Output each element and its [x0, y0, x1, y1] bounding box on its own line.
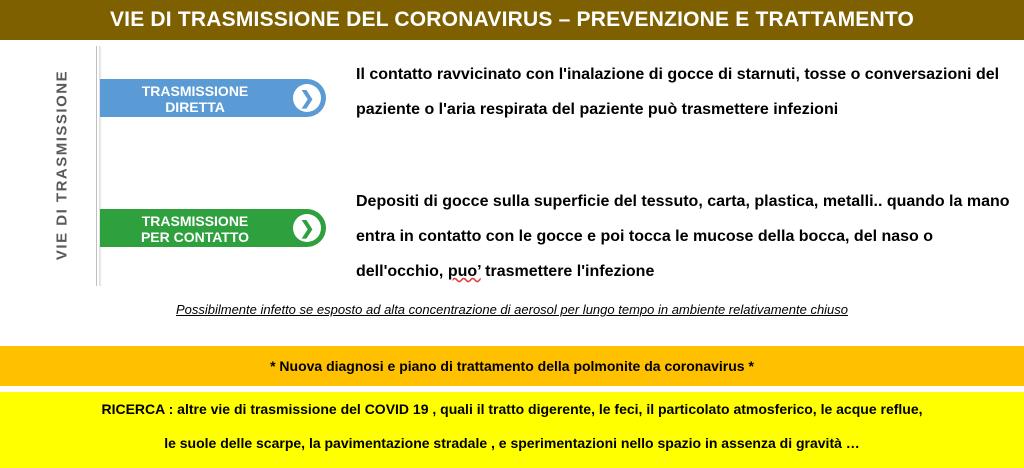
direct-transmission-label [100, 83, 290, 115]
contact-transmission-tag [100, 209, 326, 247]
contact-description-part-b: puo’ [447, 263, 481, 280]
contact-description-part-c: trasmettere l'infezione [480, 263, 655, 280]
contact-transmission-label-line1: TRASMISSIONE [141, 213, 249, 229]
contact-transmission-label-line2: PER CONTATTO [140, 229, 250, 245]
contact-transmission-description [356, 184, 1016, 289]
direct-transmission-description: Il contatto ravvicinato con l'inalazione di gocce di starnuti, tosse o conversazioni del paziente o l'aria respirata del paziente può trasmettere infezioni [356, 66, 1000, 118]
sidebar-label-text: VIE DI TRASMISSIONE [53, 69, 71, 261]
research-line-2: le suole delle scarpe, la pavimentazione stradale , e sperimentazioni nello spazio in assenza di gravità … [164, 435, 860, 451]
contact-transmission-label [100, 213, 290, 245]
aerosol-note: Possibilmente infetto se esposto ad alta concentrazione di aerosol per lungo tempo in ambiente relativamente chiuso [175, 302, 849, 317]
chevron-right-icon: ❯ [293, 214, 321, 242]
page-title: VIE DI TRASMISSIONE DEL CORONAVIRUS – PREVENZIONE E TRATTAMENTO [0, 0, 1024, 40]
direct-transmission-tag [100, 79, 326, 117]
direct-transmission-label-line1: TRASMISSIONE [141, 83, 249, 99]
research-line-1: RICERCA : altre vie di trasmissione del COVID 19 , quali il tratto digerente, le feci, il particolato atmosferico, le acque reflue, [101, 401, 923, 417]
direct-transmission-label-line2: DIRETTA [165, 99, 225, 115]
research-banner [0, 392, 1024, 468]
sidebar-divider [96, 46, 97, 286]
chevron-right-icon: ❯ [293, 84, 321, 112]
contact-description-part-a: Depositi di gocce sulla superficie del tessuto, carta, plastica, metalli.. quando la mano entra in contatto con le gocce e poi tocca le mucose della bocca, del naso o dell'occhio, [356, 193, 1010, 280]
treatment-banner: * Nuova diagnosi e piano di trattamento della polmonite da coronavirus * [0, 346, 1024, 386]
